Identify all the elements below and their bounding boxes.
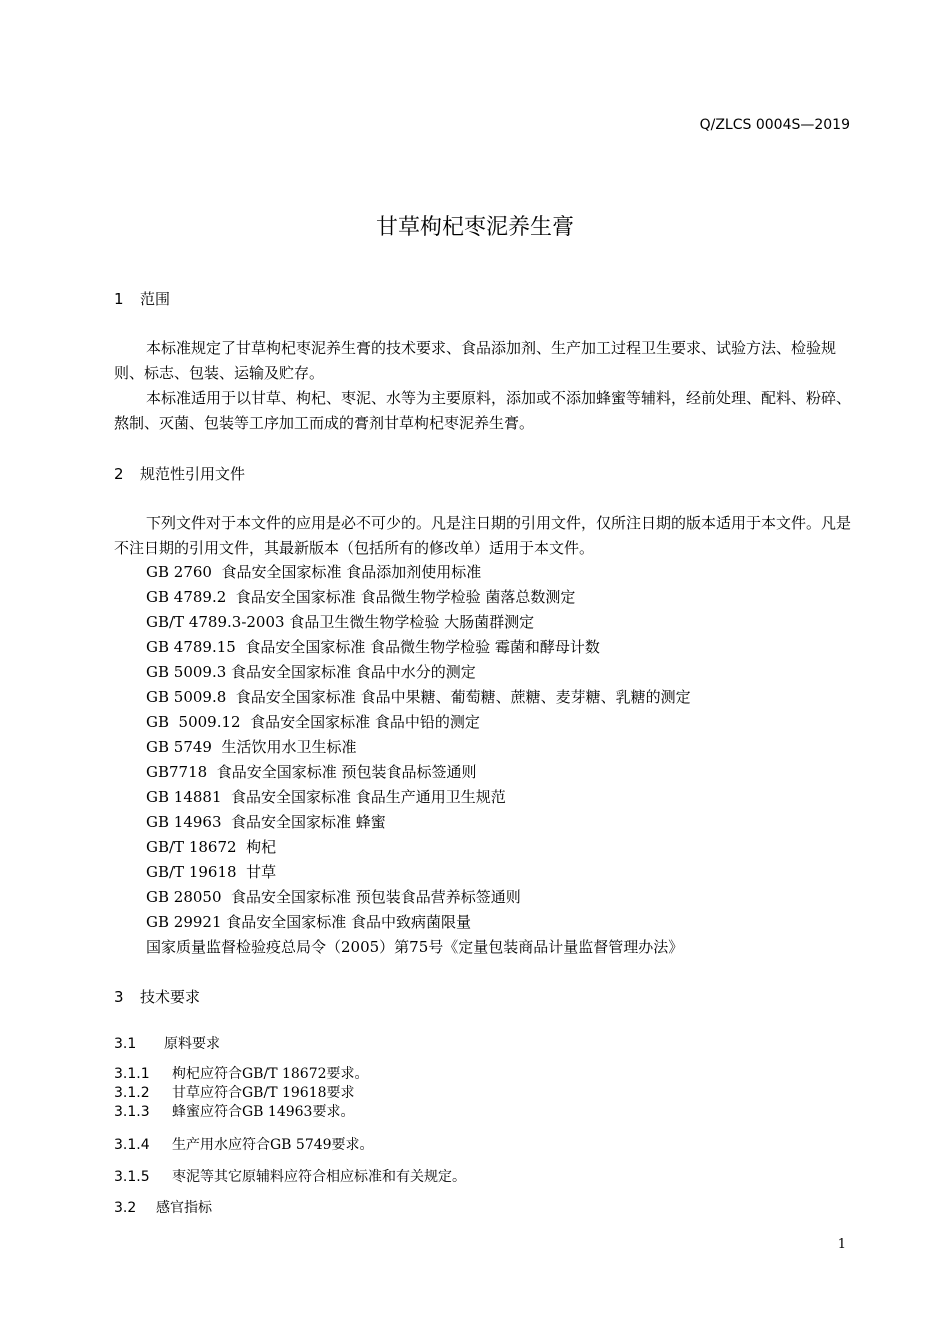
subsection-title: 感官指标 <box>156 1200 212 1216</box>
reference-item: GB/T 18672 枸杞 <box>146 838 277 856</box>
reference-item: GB/T 19618 甘草 <box>146 863 277 881</box>
clause-3-1-2 <box>114 1082 355 1102</box>
reference-item: GB 14881 食品安全国家标准 食品生产通用卫生规范 <box>146 788 506 806</box>
reference-list <box>146 560 691 960</box>
clause-number: 3.1.3 <box>114 1104 150 1120</box>
document-code: Q/ZLCS 0004S—2019 <box>699 117 850 133</box>
document-title: 甘草枸杞枣泥养生膏 <box>375 215 574 240</box>
subsection-3-1-heading <box>114 1033 220 1053</box>
reference-item: GB/T 4789.3-2003 食品卫生微生物学检验 大肠菌群测定 <box>146 613 535 631</box>
subsection-number: 3.1 <box>114 1036 137 1052</box>
section-title: 技术要求 <box>140 988 201 1006</box>
section-title: 范围 <box>140 290 171 308</box>
section-1-body <box>114 336 864 436</box>
reference-item: GB 5009.3 食品安全国家标准 食品中水分的测定 <box>146 663 476 681</box>
reference-item: GB 5009.12 食品安全国家标准 食品中铅的测定 <box>146 713 480 731</box>
clause-3-1-4 <box>114 1134 374 1154</box>
reference-item: GB 4789.2 食品安全国家标准 食品微生物学检验 菌落总数测定 <box>146 588 576 606</box>
paragraph: 本标准适用于以甘草、枸杞、枣泥、水等为主要原料，添加或不添加蜂蜜等辅料，经前处理、配料、粉碎、熬制、灭菌、包装等工序加工而成的膏剂甘草枸杞枣泥养生膏。 <box>114 389 852 432</box>
paragraph: 下列文件对于本文件的应用是必不可少的。凡是注日期的引用文件，仅所注日期的版本适用于本文件。凡是不注日期的引用文件，其最新版本（包括所有的修改单）适用于本文件。 <box>114 514 852 557</box>
reference-item: GB 14963 食品安全国家标准 蜂蜜 <box>146 813 386 831</box>
clause-text: 枣泥等其它原辅料应符合相应标准和有关规定。 <box>172 1169 466 1185</box>
clause-text: 生产用水应符合GB 5749要求。 <box>172 1137 374 1153</box>
reference-item: GB 29921 食品安全国家标准 食品中致病菌限量 <box>146 913 472 931</box>
section-number: 2 <box>114 465 124 483</box>
section-2-heading <box>114 463 245 484</box>
reference-item: GB7718 食品安全国家标准 预包装食品标签通则 <box>146 763 477 781</box>
subsection-number: 3.2 <box>114 1200 137 1216</box>
clause-text: 蜂蜜应符合GB 14963要求。 <box>172 1104 355 1120</box>
clause-number: 3.1.1 <box>114 1066 150 1082</box>
reference-item: GB 28050 食品安全国家标准 预包装食品营养标签通则 <box>146 888 521 906</box>
paragraph: 本标准规定了甘草枸杞枣泥养生膏的技术要求、食品添加剂、生产加工过程卫生要求、试验方法、检验规则、标志、包装、运输及贮存。 <box>114 339 837 382</box>
subsection-title: 原料要求 <box>164 1036 220 1052</box>
section-3-heading <box>114 986 200 1007</box>
section-1-heading <box>114 288 170 309</box>
reference-item: 国家质量监督检验疫总局令（2005）第75号《定量包装商品计量监督管理办法》 <box>146 938 684 956</box>
section-title: 规范性引用文件 <box>140 465 246 483</box>
page-number: 1 <box>837 1237 846 1252</box>
clause-number: 3.1.5 <box>114 1169 150 1185</box>
section-number: 1 <box>114 290 124 308</box>
subsection-3-2-heading <box>114 1197 212 1217</box>
reference-item: GB 4789.15 食品安全国家标准 食品微生物学检验 霉菌和酵母计数 <box>146 638 600 656</box>
clause-number: 3.1.2 <box>114 1085 150 1101</box>
clause-3-1-1 <box>114 1063 369 1083</box>
reference-item: GB 2760 食品安全国家标准 食品添加剂使用标准 <box>146 563 482 581</box>
clause-number: 3.1.4 <box>114 1137 150 1153</box>
clause-3-1-5 <box>114 1166 466 1186</box>
clause-text: 甘草应符合GB/T 19618要求 <box>172 1085 355 1101</box>
section-number: 3 <box>114 988 124 1006</box>
section-2-intro <box>114 511 864 561</box>
reference-item: GB 5009.8 食品安全国家标准 食品中果糖、葡萄糖、蔗糖、麦芽糖、乳糖的测定 <box>146 688 691 706</box>
clause-text: 枸杞应符合GB/T 18672要求。 <box>172 1066 369 1082</box>
reference-item: GB 5749 生活饮用水卫生标准 <box>146 738 357 756</box>
clause-3-1-3 <box>114 1101 354 1121</box>
